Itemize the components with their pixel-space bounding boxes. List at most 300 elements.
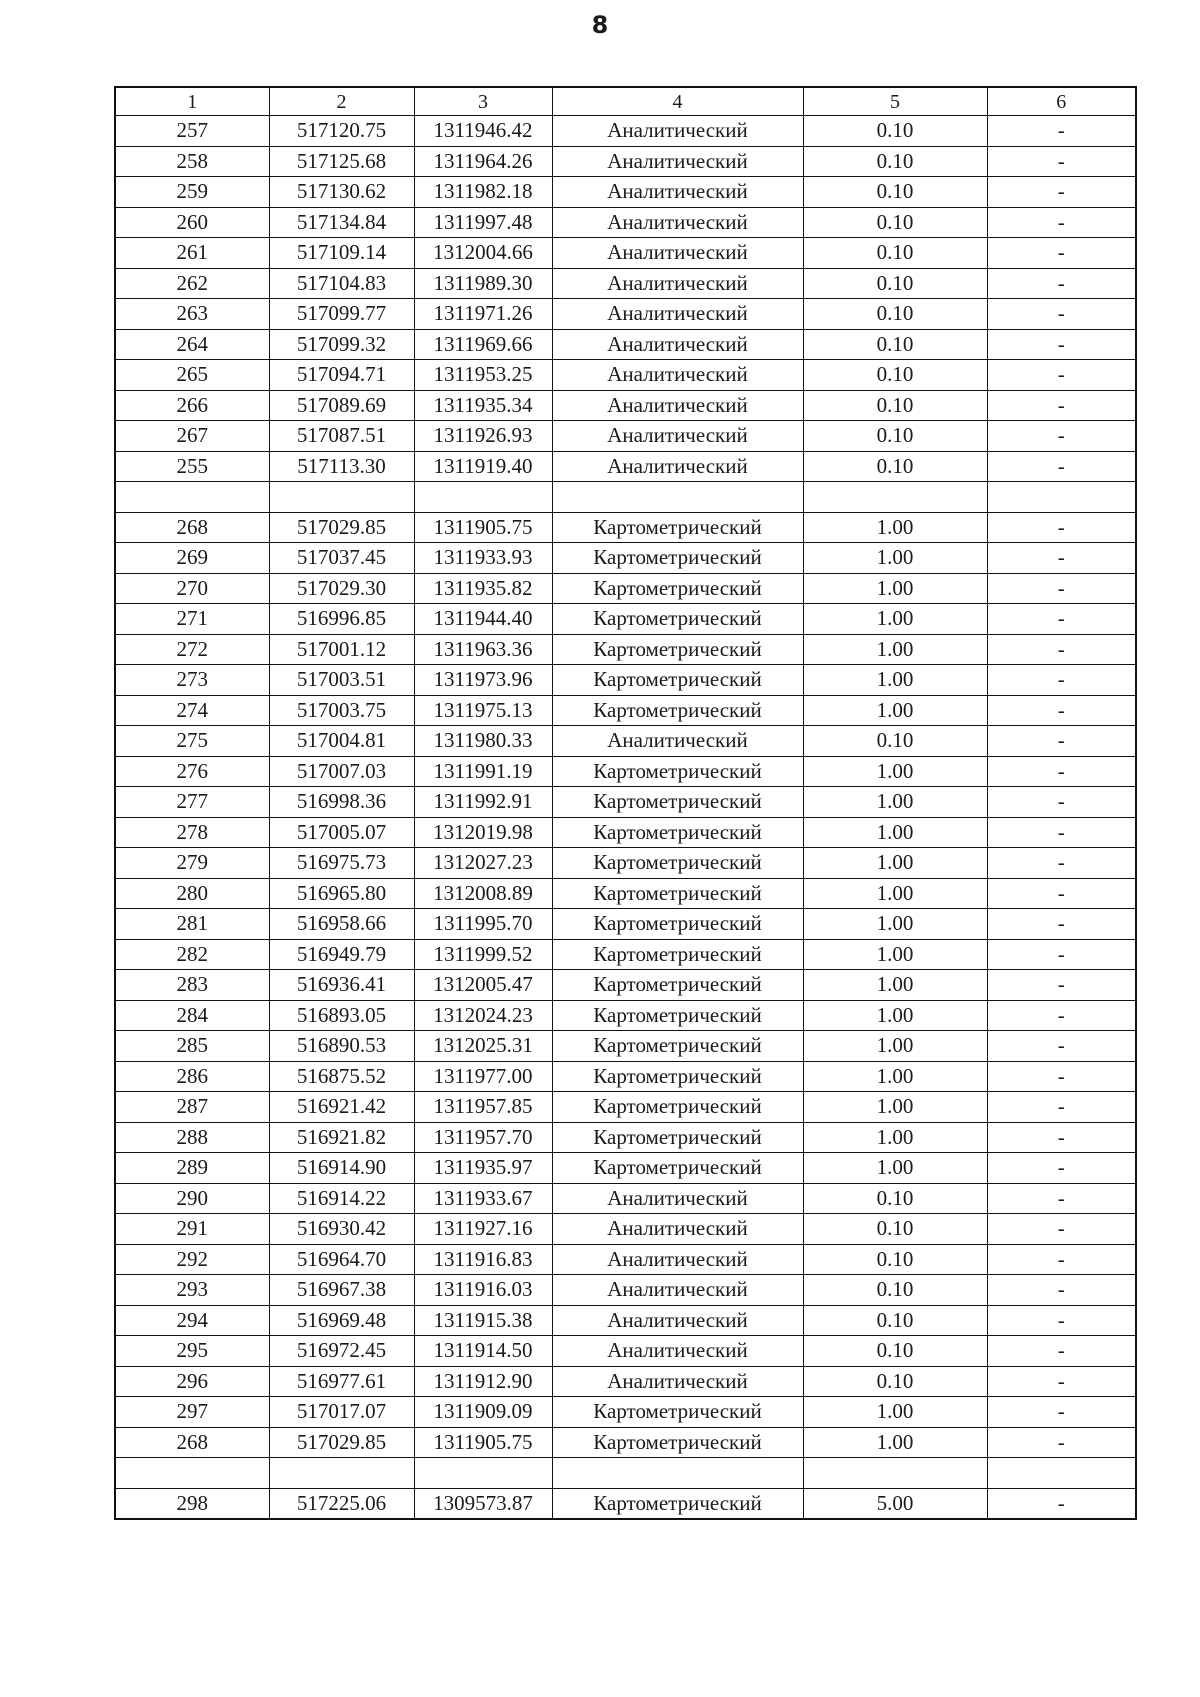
- point-number-cell: 287: [115, 1092, 269, 1123]
- table-row: [115, 1092, 1136, 1123]
- table-row: [115, 1488, 1136, 1519]
- point-number-cell: 271: [115, 604, 269, 635]
- x-coordinate-cell: 517029.30: [269, 573, 414, 604]
- note-cell: -: [987, 1092, 1136, 1123]
- note-cell: -: [987, 665, 1136, 696]
- note-cell: -: [987, 787, 1136, 818]
- x-coordinate-cell: 516958.66: [269, 909, 414, 940]
- accuracy-cell: 1.00: [803, 1000, 987, 1031]
- y-coordinate-cell: 1311992.91: [414, 787, 552, 818]
- y-coordinate-cell: 1312025.31: [414, 1031, 552, 1062]
- x-coordinate-cell: 516921.42: [269, 1092, 414, 1123]
- x-coordinate-cell: 516998.36: [269, 787, 414, 818]
- method-cell: Аналитический: [552, 1214, 803, 1245]
- point-number-cell: 284: [115, 1000, 269, 1031]
- y-coordinate-cell: 1311933.67: [414, 1183, 552, 1214]
- accuracy-cell: 0.10: [803, 116, 987, 147]
- method-cell: Аналитический: [552, 146, 803, 177]
- y-coordinate-cell: 1312005.47: [414, 970, 552, 1001]
- method-cell: Картометрический: [552, 817, 803, 848]
- accuracy-cell: 1.00: [803, 817, 987, 848]
- point-number-cell: 280: [115, 878, 269, 909]
- table-header-row: [115, 87, 1136, 116]
- table-row: [115, 299, 1136, 330]
- note-cell: -: [987, 848, 1136, 879]
- note-cell: -: [987, 878, 1136, 909]
- accuracy-cell: 0.10: [803, 1366, 987, 1397]
- note-cell: -: [987, 1244, 1136, 1275]
- accuracy-cell: 1.00: [803, 1031, 987, 1062]
- y-coordinate-cell: 1311912.90: [414, 1366, 552, 1397]
- note-cell: -: [987, 634, 1136, 665]
- table-row: [115, 848, 1136, 879]
- method-cell: Картометрический: [552, 970, 803, 1001]
- accuracy-cell: 1.00: [803, 756, 987, 787]
- x-coordinate-cell: 516969.48: [269, 1305, 414, 1336]
- table-row: [115, 451, 1136, 482]
- accuracy-cell: 1.00: [803, 573, 987, 604]
- x-coordinate-cell: 516890.53: [269, 1031, 414, 1062]
- y-coordinate-cell: 1311995.70: [414, 909, 552, 940]
- point-number-cell: 278: [115, 817, 269, 848]
- point-number-cell: [115, 482, 269, 513]
- note-cell: -: [987, 1183, 1136, 1214]
- note-cell: -: [987, 543, 1136, 574]
- point-number-cell: 264: [115, 329, 269, 360]
- table-row: [115, 146, 1136, 177]
- table-row: [115, 939, 1136, 970]
- point-number-cell: 294: [115, 1305, 269, 1336]
- y-coordinate-cell: 1311969.66: [414, 329, 552, 360]
- table-row: [115, 116, 1136, 147]
- y-coordinate-cell: 1311927.16: [414, 1214, 552, 1245]
- accuracy-cell: 0.10: [803, 1336, 987, 1367]
- accuracy-cell: 5.00: [803, 1488, 987, 1519]
- y-coordinate-cell: 1312024.23: [414, 1000, 552, 1031]
- y-coordinate-cell: 1311926.93: [414, 421, 552, 452]
- point-number-cell: 279: [115, 848, 269, 879]
- accuracy-cell: 0.10: [803, 726, 987, 757]
- note-cell: -: [987, 1153, 1136, 1184]
- method-cell: Аналитический: [552, 1366, 803, 1397]
- x-coordinate-cell: 516921.82: [269, 1122, 414, 1153]
- table-row: [115, 390, 1136, 421]
- y-coordinate-cell: 1312004.66: [414, 238, 552, 269]
- table-row: [115, 1458, 1136, 1489]
- method-cell: Картометрический: [552, 543, 803, 574]
- accuracy-cell: 1.00: [803, 1122, 987, 1153]
- point-number-cell: 286: [115, 1061, 269, 1092]
- y-coordinate-cell: 1311975.13: [414, 695, 552, 726]
- point-number-cell: 260: [115, 207, 269, 238]
- method-cell: Картометрический: [552, 787, 803, 818]
- y-coordinate-cell: 1311989.30: [414, 268, 552, 299]
- x-coordinate-cell: 517037.45: [269, 543, 414, 574]
- x-coordinate-cell: 517007.03: [269, 756, 414, 787]
- accuracy-cell: 1.00: [803, 604, 987, 635]
- y-coordinate-cell: 1311935.97: [414, 1153, 552, 1184]
- x-coordinate-cell: 516996.85: [269, 604, 414, 635]
- table-row: [115, 512, 1136, 543]
- note-cell: -: [987, 390, 1136, 421]
- note-cell: -: [987, 451, 1136, 482]
- table-row: [115, 726, 1136, 757]
- accuracy-cell: 1.00: [803, 665, 987, 696]
- y-coordinate-cell: 1311905.75: [414, 1427, 552, 1458]
- x-coordinate-cell: 517120.75: [269, 116, 414, 147]
- x-coordinate-cell: 517029.85: [269, 1427, 414, 1458]
- point-number-cell: 258: [115, 146, 269, 177]
- point-number-cell: 268: [115, 1427, 269, 1458]
- note-cell: -: [987, 1122, 1136, 1153]
- accuracy-cell: [803, 1458, 987, 1489]
- accuracy-cell: 1.00: [803, 1397, 987, 1428]
- y-coordinate-cell: 1311944.40: [414, 604, 552, 635]
- note-cell: -: [987, 695, 1136, 726]
- method-cell: Аналитический: [552, 726, 803, 757]
- x-coordinate-cell: 516949.79: [269, 939, 414, 970]
- y-coordinate-cell: 1311977.00: [414, 1061, 552, 1092]
- table-row: [115, 787, 1136, 818]
- method-cell: Аналитический: [552, 116, 803, 147]
- x-coordinate-cell: 517029.85: [269, 512, 414, 543]
- accuracy-cell: 0.10: [803, 1244, 987, 1275]
- table-row: [115, 573, 1136, 604]
- method-cell: Картометрический: [552, 909, 803, 940]
- y-coordinate-cell: [414, 1458, 552, 1489]
- x-coordinate-cell: 516965.80: [269, 878, 414, 909]
- note-cell: -: [987, 512, 1136, 543]
- note-cell: -: [987, 268, 1136, 299]
- note-cell: -: [987, 116, 1136, 147]
- point-number-cell: 296: [115, 1366, 269, 1397]
- x-coordinate-cell: 516972.45: [269, 1336, 414, 1367]
- table-row: [115, 1000, 1136, 1031]
- table-row: [115, 1061, 1136, 1092]
- method-cell: Аналитический: [552, 1275, 803, 1306]
- x-coordinate-cell: 516975.73: [269, 848, 414, 879]
- point-number-cell: 282: [115, 939, 269, 970]
- y-coordinate-cell: 1311964.26: [414, 146, 552, 177]
- y-coordinate-cell: 1312027.23: [414, 848, 552, 879]
- point-number-cell: 277: [115, 787, 269, 818]
- point-number-cell: 291: [115, 1214, 269, 1245]
- note-cell: -: [987, 604, 1136, 635]
- table-row: [115, 543, 1136, 574]
- point-number-cell: 283: [115, 970, 269, 1001]
- note-cell: -: [987, 573, 1136, 604]
- note-cell: -: [987, 817, 1136, 848]
- table-row: [115, 1183, 1136, 1214]
- note-cell: -: [987, 970, 1136, 1001]
- x-coordinate-cell: 517094.71: [269, 360, 414, 391]
- table-row: [115, 634, 1136, 665]
- table-row: [115, 695, 1136, 726]
- note-cell: -: [987, 756, 1136, 787]
- table-row: [115, 1305, 1136, 1336]
- point-number-cell: 266: [115, 390, 269, 421]
- y-coordinate-cell: 1311973.96: [414, 665, 552, 696]
- accuracy-cell: 0.10: [803, 1275, 987, 1306]
- method-cell: Аналитический: [552, 268, 803, 299]
- y-coordinate-cell: 1311957.70: [414, 1122, 552, 1153]
- x-coordinate-cell: 517017.07: [269, 1397, 414, 1428]
- y-coordinate-cell: 1311935.82: [414, 573, 552, 604]
- x-coordinate-cell: 517113.30: [269, 451, 414, 482]
- table-row: [115, 909, 1136, 940]
- accuracy-cell: 0.10: [803, 146, 987, 177]
- y-coordinate-cell: 1311991.19: [414, 756, 552, 787]
- method-cell: Аналитический: [552, 177, 803, 208]
- point-number-cell: 257: [115, 116, 269, 147]
- method-cell: Аналитический: [552, 299, 803, 330]
- method-cell: Аналитический: [552, 1244, 803, 1275]
- accuracy-cell: [803, 482, 987, 513]
- method-cell: Картометрический: [552, 1122, 803, 1153]
- note-cell: -: [987, 1366, 1136, 1397]
- method-cell: Аналитический: [552, 207, 803, 238]
- accuracy-cell: 0.10: [803, 238, 987, 269]
- table-row: [115, 970, 1136, 1001]
- note-cell: -: [987, 421, 1136, 452]
- method-cell: Аналитический: [552, 390, 803, 421]
- method-cell: [552, 1458, 803, 1489]
- y-coordinate-cell: 1311916.83: [414, 1244, 552, 1275]
- point-number-cell: 259: [115, 177, 269, 208]
- table-row: [115, 756, 1136, 787]
- accuracy-cell: 0.10: [803, 360, 987, 391]
- table-row: [115, 1336, 1136, 1367]
- x-coordinate-cell: 516914.22: [269, 1183, 414, 1214]
- table-row: [115, 1397, 1136, 1428]
- accuracy-cell: 1.00: [803, 1061, 987, 1092]
- accuracy-cell: 0.10: [803, 299, 987, 330]
- x-coordinate-cell: 516977.61: [269, 1366, 414, 1397]
- x-coordinate-cell: 517225.06: [269, 1488, 414, 1519]
- point-number-cell: 290: [115, 1183, 269, 1214]
- x-coordinate-cell: 516875.52: [269, 1061, 414, 1092]
- method-cell: Картометрический: [552, 1488, 803, 1519]
- table-row: [115, 1122, 1136, 1153]
- x-coordinate-cell: 516967.38: [269, 1275, 414, 1306]
- method-cell: Аналитический: [552, 238, 803, 269]
- y-coordinate-cell: 1311963.36: [414, 634, 552, 665]
- note-cell: -: [987, 1427, 1136, 1458]
- x-coordinate-cell: 517005.07: [269, 817, 414, 848]
- note-cell: -: [987, 1214, 1136, 1245]
- method-cell: Картометрический: [552, 634, 803, 665]
- method-cell: Картометрический: [552, 1031, 803, 1062]
- accuracy-cell: 1.00: [803, 939, 987, 970]
- y-coordinate-cell: 1311953.25: [414, 360, 552, 391]
- method-cell: Аналитический: [552, 1305, 803, 1336]
- point-number-cell: 285: [115, 1031, 269, 1062]
- note-cell: [987, 1458, 1136, 1489]
- method-cell: Картометрический: [552, 1061, 803, 1092]
- point-number-cell: 295: [115, 1336, 269, 1367]
- note-cell: -: [987, 1336, 1136, 1367]
- point-number-cell: 275: [115, 726, 269, 757]
- note-cell: -: [987, 329, 1136, 360]
- y-coordinate-cell: 1309573.87: [414, 1488, 552, 1519]
- method-cell: Картометрический: [552, 756, 803, 787]
- table-row: [115, 1427, 1136, 1458]
- y-coordinate-cell: 1311935.34: [414, 390, 552, 421]
- point-number-cell: 269: [115, 543, 269, 574]
- table-row: [115, 421, 1136, 452]
- note-cell: -: [987, 1275, 1136, 1306]
- accuracy-cell: 0.10: [803, 421, 987, 452]
- table-row: [115, 1153, 1136, 1184]
- point-number-cell: 293: [115, 1275, 269, 1306]
- table-row: [115, 177, 1136, 208]
- accuracy-cell: 1.00: [803, 1427, 987, 1458]
- note-cell: -: [987, 177, 1136, 208]
- table-row: [115, 360, 1136, 391]
- x-coordinate-cell: 516893.05: [269, 1000, 414, 1031]
- note-cell: -: [987, 146, 1136, 177]
- point-number-cell: 297: [115, 1397, 269, 1428]
- column-header: 3: [414, 87, 552, 116]
- accuracy-cell: 0.10: [803, 451, 987, 482]
- x-coordinate-cell: 517104.83: [269, 268, 414, 299]
- table-row: [115, 878, 1136, 909]
- method-cell: Картометрический: [552, 604, 803, 635]
- table-row: [115, 1031, 1136, 1062]
- y-coordinate-cell: 1311919.40: [414, 451, 552, 482]
- method-cell: Аналитический: [552, 421, 803, 452]
- point-number-cell: 270: [115, 573, 269, 604]
- method-cell: Картометрический: [552, 1092, 803, 1123]
- coordinates-table: [114, 86, 1137, 1520]
- method-cell: Картометрический: [552, 848, 803, 879]
- accuracy-cell: 0.10: [803, 1214, 987, 1245]
- x-coordinate-cell: 517099.77: [269, 299, 414, 330]
- point-number-cell: 265: [115, 360, 269, 391]
- accuracy-cell: 1.00: [803, 787, 987, 818]
- y-coordinate-cell: 1311916.03: [414, 1275, 552, 1306]
- x-coordinate-cell: 517134.84: [269, 207, 414, 238]
- method-cell: Картометрический: [552, 1397, 803, 1428]
- accuracy-cell: 1.00: [803, 970, 987, 1001]
- table-row: [115, 207, 1136, 238]
- x-coordinate-cell: 516936.41: [269, 970, 414, 1001]
- accuracy-cell: 1.00: [803, 1092, 987, 1123]
- x-coordinate-cell: 517087.51: [269, 421, 414, 452]
- table-row: [115, 817, 1136, 848]
- note-cell: -: [987, 207, 1136, 238]
- method-cell: [552, 482, 803, 513]
- y-coordinate-cell: [414, 482, 552, 513]
- table-row: [115, 238, 1136, 269]
- x-coordinate-cell: 517004.81: [269, 726, 414, 757]
- accuracy-cell: 0.10: [803, 207, 987, 238]
- note-cell: -: [987, 939, 1136, 970]
- column-header: 6: [987, 87, 1136, 116]
- point-number-cell: 274: [115, 695, 269, 726]
- y-coordinate-cell: 1311933.93: [414, 543, 552, 574]
- method-cell: Картометрический: [552, 665, 803, 696]
- method-cell: Аналитический: [552, 1336, 803, 1367]
- point-number-cell: 289: [115, 1153, 269, 1184]
- point-number-cell: [115, 1458, 269, 1489]
- method-cell: Картометрический: [552, 878, 803, 909]
- page-number: 8: [591, 11, 609, 39]
- note-cell: -: [987, 299, 1136, 330]
- table-row: [115, 604, 1136, 635]
- point-number-cell: 288: [115, 1122, 269, 1153]
- method-cell: Аналитический: [552, 1183, 803, 1214]
- method-cell: Картометрический: [552, 939, 803, 970]
- y-coordinate-cell: 1312008.89: [414, 878, 552, 909]
- y-coordinate-cell: 1311971.26: [414, 299, 552, 330]
- note-cell: -: [987, 360, 1136, 391]
- table-row: [115, 1214, 1136, 1245]
- accuracy-cell: 1.00: [803, 848, 987, 879]
- table-row: [115, 482, 1136, 513]
- accuracy-cell: 1.00: [803, 695, 987, 726]
- table-row: [115, 1244, 1136, 1275]
- x-coordinate-cell: 517001.12: [269, 634, 414, 665]
- column-header: 5: [803, 87, 987, 116]
- point-number-cell: 255: [115, 451, 269, 482]
- x-coordinate-cell: [269, 482, 414, 513]
- table-row: [115, 1275, 1136, 1306]
- x-coordinate-cell: 516930.42: [269, 1214, 414, 1245]
- accuracy-cell: 0.10: [803, 1305, 987, 1336]
- method-cell: Аналитический: [552, 360, 803, 391]
- y-coordinate-cell: 1311997.48: [414, 207, 552, 238]
- point-number-cell: 263: [115, 299, 269, 330]
- x-coordinate-cell: 517003.75: [269, 695, 414, 726]
- note-cell: -: [987, 1031, 1136, 1062]
- accuracy-cell: 1.00: [803, 634, 987, 665]
- method-cell: Аналитический: [552, 451, 803, 482]
- column-header: 2: [269, 87, 414, 116]
- y-coordinate-cell: 1311915.38: [414, 1305, 552, 1336]
- point-number-cell: 267: [115, 421, 269, 452]
- x-coordinate-cell: 516914.90: [269, 1153, 414, 1184]
- point-number-cell: 268: [115, 512, 269, 543]
- method-cell: Картометрический: [552, 1427, 803, 1458]
- x-coordinate-cell: 517125.68: [269, 146, 414, 177]
- accuracy-cell: 1.00: [803, 1153, 987, 1184]
- method-cell: Аналитический: [552, 329, 803, 360]
- method-cell: Картометрический: [552, 695, 803, 726]
- note-cell: -: [987, 238, 1136, 269]
- note-cell: -: [987, 1488, 1136, 1519]
- x-coordinate-cell: 516964.70: [269, 1244, 414, 1275]
- accuracy-cell: 0.10: [803, 1183, 987, 1214]
- accuracy-cell: 1.00: [803, 512, 987, 543]
- y-coordinate-cell: 1311909.09: [414, 1397, 552, 1428]
- method-cell: Картометрический: [552, 1153, 803, 1184]
- table-row: [115, 329, 1136, 360]
- y-coordinate-cell: 1311982.18: [414, 177, 552, 208]
- point-number-cell: 262: [115, 268, 269, 299]
- accuracy-cell: 0.10: [803, 177, 987, 208]
- y-coordinate-cell: 1311914.50: [414, 1336, 552, 1367]
- note-cell: -: [987, 1397, 1136, 1428]
- method-cell: Картометрический: [552, 512, 803, 543]
- accuracy-cell: 1.00: [803, 909, 987, 940]
- accuracy-cell: 0.10: [803, 329, 987, 360]
- note-cell: -: [987, 726, 1136, 757]
- x-coordinate-cell: 517003.51: [269, 665, 414, 696]
- note-cell: -: [987, 1000, 1136, 1031]
- point-number-cell: 298: [115, 1488, 269, 1519]
- point-number-cell: 272: [115, 634, 269, 665]
